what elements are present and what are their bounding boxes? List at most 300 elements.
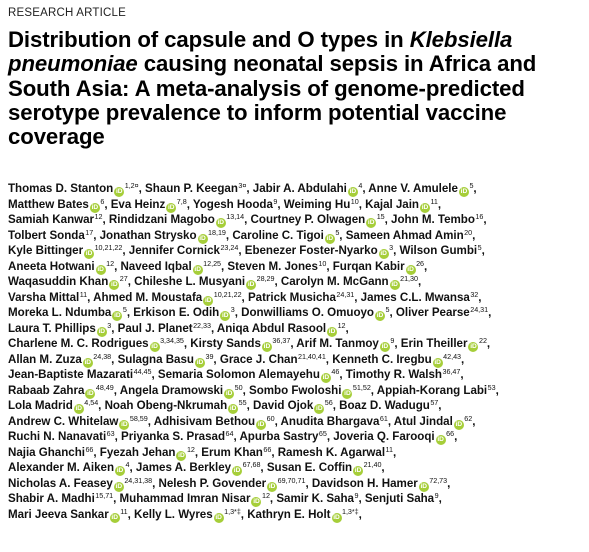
affiliation-superscript[interactable]: 51,52 [352, 382, 371, 392]
author-entry [333, 260, 424, 273]
author-name[interactable]: Anne V. Amulele [368, 182, 458, 195]
affiliation-superscript[interactable]: 22,33 [193, 320, 211, 330]
orcid-icon[interactable]: iD [354, 467, 362, 474]
orcid-icon[interactable]: iD [253, 498, 260, 505]
author-line: Laura T. Phillips $iD^3$, Paul J. Planet$^{22,33}$, Aniqa Abdul Rasool $iD^{12}$, [8, 320, 349, 335]
orcid-icon[interactable]: iD [344, 389, 351, 397]
author-entry [8, 306, 127, 319]
author-line: Rabaab Zahra iD$^{48,49}$, Angela Dramowski $iD^{50}$, Sombo Fwoloshi iD$^{51,52}$, Appiah-Korang Labi$^{53}$, [8, 382, 499, 397]
orcid-icon[interactable]: iD [376, 312, 384, 319]
author-line: Waqasuddin Khan $iD^{27}$, Chileshe L. Musyani iD$^{28,29}$, Carolyn M. McGann iD$^{21,30}$, [8, 274, 422, 288]
affiliation-superscript[interactable]: 1,3*‡ [342, 506, 359, 516]
affiliation-superscript[interactable]: 66 [446, 429, 455, 438]
orcid-icon[interactable]: iD [85, 250, 93, 257]
affiliation-superscript[interactable]: 21,40,41 [298, 351, 326, 361]
author-name[interactable]: Ruchi N. Nanavati [8, 430, 107, 443]
author-entry [8, 213, 102, 226]
author-name[interactable]: Kathryn E. Holt [247, 507, 331, 521]
affiliation-superscript[interactable]: 15 [376, 212, 385, 221]
author-name[interactable]: Nicholas A. Feasey [8, 476, 113, 490]
author-entry [8, 182, 139, 195]
affiliation-superscript[interactable]: 64 [225, 429, 234, 438]
affiliation-superscript[interactable]: 63 [106, 429, 115, 438]
affiliation-superscript[interactable]: 32 [470, 289, 479, 299]
author-name[interactable]: Samiah Kanwar [8, 213, 95, 226]
author-name[interactable]: Shabir A. Madhi [8, 492, 95, 505]
affiliation-superscript[interactable]: 15,71 [95, 491, 114, 500]
author-entry [8, 415, 148, 428]
author-name[interactable]: Patrick Musicha [247, 290, 336, 304]
author-entry [368, 182, 473, 195]
author-name[interactable]: Courtney P. Olwagen [250, 213, 366, 226]
author-name[interactable]: Davidson H. Hamer [311, 476, 418, 490]
affiliation-superscript[interactable]: 12 [186, 444, 195, 454]
affiliation-superscript[interactable]: 21,40 [363, 460, 382, 469]
orcid-icon[interactable]: iD [257, 420, 265, 428]
author-entry [8, 337, 184, 350]
author-name[interactable]: Rabaab Zahra [8, 383, 85, 397]
author-entry [284, 198, 359, 211]
author-name[interactable]: Priyanka S. Prasad [121, 430, 226, 443]
author-name[interactable]: Anudita Bhargava [280, 414, 380, 428]
author-line: Mari Jeeva Sankar $iD^{11}$, Kelly L. Wyres $iD^{1,3*\ddagger}$, Kathryn E. Holt $iD^{1,3*\ddagger}$, [8, 506, 362, 521]
author-name[interactable]: Kajal Jain [365, 197, 419, 211]
author-entry [8, 399, 98, 412]
author-name[interactable]: Lola Madrid [8, 399, 73, 412]
author-line: Matthew Bates $iD^6$, Eva Heinz iD$^{7,8}$, Yogesh Hooda$^9$, Weiming Hu$^{10}$, Kajal Jain $iD^{11}$, [8, 196, 442, 211]
orcid-icon[interactable]: iD [98, 327, 106, 335]
author-entry [118, 322, 211, 335]
author-line: Ruchi N. Nanavati$^{63}$, Priyanka S. Prasad$^{64}$, Apurba Sastry$^{65}$, Joveria Q. Farooqi $iD^{66}$, [8, 429, 458, 443]
title-part-2: causing neonatal sepsis in Africa and South Asia: A meta-analysis of genome-predicted serotype prevalence to inform potential vaccine coverage [8, 51, 537, 150]
author-name[interactable]: Najia Ghanchi [8, 445, 85, 459]
author-name[interactable]: Caroline C. Tigoi [232, 228, 324, 242]
author-name[interactable]: Rindidzani Magobo [108, 213, 215, 226]
author-name[interactable]: Tolbert Sonda [8, 228, 85, 242]
affiliation-superscript[interactable]: 12 [261, 491, 270, 500]
author-line: Shabir A. Madhi$^{15,71}$, Muhammad Imran Nisar $iD^{12}$, Samir K. Saha$^9$, Senjuti Saha$^9$, [8, 491, 442, 505]
orcid-icon[interactable]: iD [247, 281, 255, 288]
affiliation-superscript[interactable]: 55 [238, 398, 247, 407]
orcid-icon[interactable]: iD [225, 389, 233, 397]
author-name[interactable]: Allan M. Zuza [8, 352, 82, 366]
affiliation-superscript[interactable]: 9 [354, 491, 359, 500]
affiliation-superscript[interactable]: 4 [358, 181, 363, 190]
affiliation-superscript[interactable]: 11 [430, 196, 438, 206]
affiliation-superscript[interactable]: 24,31 [470, 305, 489, 314]
author-name[interactable]: Laura T. Phillips [8, 321, 96, 335]
author-name[interactable]: Wilson Gumbi [399, 244, 478, 257]
author-entry [241, 306, 389, 319]
author-name[interactable]: Charlene M. C. Rodrigues [8, 337, 149, 350]
author-name[interactable]: Ramesh K. Agarwal [277, 445, 386, 459]
affiliation-superscript[interactable]: 24,38 [93, 351, 112, 361]
orcid-icon[interactable]: iD [333, 513, 340, 521]
orcid-icon[interactable]: iD [111, 281, 118, 288]
author-entry [253, 399, 333, 412]
orcid-icon[interactable]: iD [380, 250, 387, 257]
author-entry [8, 275, 128, 288]
affiliation-superscript[interactable]: 10,21,22 [94, 243, 123, 252]
author-entry [193, 198, 277, 211]
affiliation-superscript[interactable]: 27 [119, 274, 128, 283]
affiliation-superscript[interactable]: 67,68 [242, 460, 261, 469]
author-name[interactable]: Jonathan Strysko [99, 228, 197, 242]
author-name[interactable]: Noah Obeng-Nkrumah [104, 399, 228, 412]
author-name[interactable]: Adhisivam Bethou [153, 414, 256, 428]
orcid-icon[interactable]: iD [151, 343, 158, 350]
orcid-icon[interactable]: iD [116, 467, 124, 474]
affiliation-superscript[interactable]: 20 [464, 227, 473, 237]
affiliation-superscript[interactable]: 53 [487, 382, 496, 392]
author-name[interactable]: Arif M. Tanmoy [296, 337, 379, 350]
author-entry [120, 384, 243, 397]
affiliation-superscript[interactable]: 11 [385, 444, 393, 454]
author-name[interactable]: Angela Dramowski [119, 383, 224, 397]
affiliation-superscript[interactable]: 5 [477, 243, 482, 252]
author-name[interactable]: Jennifer Cornick [128, 244, 220, 257]
author-entry [105, 399, 247, 412]
author-name[interactable]: Erum Khan [201, 445, 263, 459]
author-entry [253, 182, 363, 195]
author-entry [394, 415, 472, 428]
orcid-icon[interactable]: iD [470, 343, 477, 350]
author-entry [8, 368, 152, 381]
author-name[interactable]: Shaun P. Keegan [145, 182, 238, 195]
author-name[interactable]: Paul J. Planet [117, 321, 193, 335]
orcid-icon[interactable]: iD [391, 281, 398, 288]
orcid-icon[interactable]: iD [115, 188, 123, 195]
orcid-icon[interactable]: iD [87, 389, 94, 397]
author-name[interactable]: Muhammad Imran Nisar [119, 492, 251, 505]
author-name[interactable]: Eva Heinz [110, 197, 166, 211]
author-name[interactable]: Jean-Baptiste Mazarati [8, 368, 134, 381]
affiliation-superscript[interactable]: 66 [263, 444, 272, 454]
orcid-icon[interactable]: iD [233, 467, 241, 474]
author-name[interactable]: Atul Jindal [393, 414, 453, 428]
author-entry [249, 384, 371, 397]
orcid-icon[interactable]: iD [115, 482, 123, 490]
author-entry [278, 446, 393, 459]
orcid-icon[interactable]: iD [367, 219, 375, 226]
author-name[interactable]: Kelly L. Wyres [134, 507, 213, 521]
affiliation-superscript[interactable]: 66 [85, 444, 94, 454]
author-name[interactable]: Waqasuddin Khan [8, 275, 109, 288]
orcid-icon[interactable]: iD [196, 358, 204, 366]
author-name[interactable]: Fyezah Jehan [99, 445, 176, 459]
affiliation-superscript[interactable]: 61 [379, 413, 388, 423]
author-name[interactable]: Aneeta Hotwani [8, 259, 95, 273]
affiliation-superscript[interactable]: 22 [478, 336, 487, 345]
orcid-icon[interactable]: iD [221, 312, 229, 319]
author-name[interactable]: Erkison E. Odih [133, 306, 220, 319]
author-entry [120, 492, 270, 505]
orcid-icon[interactable]: iD [204, 296, 212, 304]
orcid-icon[interactable]: iD [381, 343, 389, 350]
author-name[interactable]: Samir K. Saha [276, 492, 354, 505]
author-entry [129, 244, 239, 257]
author-name[interactable]: Yogesh Hooda [192, 197, 273, 211]
author-line: Kyle Bittinger iD$^{10,21,22}$, Jennifer Cornick$^{23,24}$, Ebenezer Foster-Nyarko $iD^3$, Wilson Gumbi$^5$, [8, 243, 485, 257]
author-name[interactable]: Mari Jeeva Sankar [8, 507, 109, 521]
affiliation-superscript[interactable]: 3 [107, 320, 112, 330]
orcid-icon[interactable]: iD [322, 374, 330, 381]
author-entry [365, 492, 439, 505]
author-entry [332, 353, 461, 366]
author-entry [220, 353, 326, 366]
article-title [8, 28, 583, 149]
orcid-icon[interactable]: iD [326, 234, 334, 242]
affiliation-superscript[interactable]: 9 [390, 336, 395, 345]
affiliation-superscript[interactable]: 18,19 [208, 227, 226, 237]
affiliation-superscript[interactable]: 5 [385, 305, 390, 314]
affiliation-superscript[interactable]: 6 [100, 196, 105, 206]
affiliation-superscript[interactable]: 3,34,35 [160, 336, 184, 345]
author-name[interactable]: Ebenezer Foster-Nyarko [244, 244, 378, 257]
article-type-label: RESEARCH ARTICLE [8, 7, 127, 19]
affiliation-superscript[interactable]: 46 [331, 367, 340, 376]
affiliation-superscript[interactable]: 65 [318, 429, 327, 438]
author-entry [8, 508, 128, 521]
author-entry [251, 213, 385, 226]
author-entry [133, 306, 234, 319]
author-entry [8, 229, 93, 242]
affiliation-superscript[interactable]: 58,59 [129, 413, 148, 423]
affiliation-superscript[interactable]: 11 [120, 506, 128, 516]
orcid-icon[interactable]: iD [420, 482, 428, 490]
author-name[interactable]: Moreka L. Ndumba [8, 306, 112, 319]
affiliation-superscript[interactable]: 21,30 [400, 274, 418, 283]
author-line: Aneeta Hotwani $iD^{12}$, Naveed Iqbal iD$^{12,25}$, Steven M. Jones$^{10}$, Furqan Kabir $iD^{26}$, [8, 258, 428, 273]
affiliation-superscript[interactable]: 44,45 [133, 367, 152, 376]
orcid-icon[interactable]: iD [114, 312, 121, 319]
orcid-icon[interactable]: iD [167, 203, 175, 211]
author-entry [396, 306, 488, 319]
affiliation-superscript[interactable]: 4 [125, 460, 130, 469]
author-entry [118, 353, 214, 366]
orcid-icon[interactable]: iD [178, 451, 185, 459]
orcid-icon[interactable]: iD [268, 482, 276, 490]
author-name[interactable]: Chileshe L. Musyani [134, 275, 246, 288]
affiliation-superscript[interactable]: 3 [230, 305, 235, 314]
author-name[interactable]: Kenneth C. Iregbu [332, 352, 432, 366]
author-name[interactable]: Oliver Pearse [395, 306, 470, 319]
affiliation-superscript[interactable]: 4,54 [84, 398, 99, 407]
author-entry [100, 229, 226, 242]
author-entry [248, 291, 354, 304]
author-name[interactable]: Susan E. Coffin [266, 461, 353, 474]
orcid-icon[interactable]: iD [194, 265, 201, 273]
author-name[interactable]: Thomas D. Stanton [8, 182, 114, 195]
affiliation-superscript[interactable]: 3¤ [238, 181, 247, 190]
author-entry [8, 244, 122, 257]
author-name[interactable]: Kyle Bittinger [8, 244, 84, 257]
affiliation-superscript[interactable]: 1,3*‡ [224, 506, 241, 516]
orcid-icon[interactable]: iD [199, 234, 206, 242]
affiliation-superscript[interactable]: 26 [416, 258, 425, 268]
affiliation-superscript[interactable]: 11 [79, 289, 88, 299]
orcid-icon[interactable]: iD [75, 405, 83, 412]
author-list [8, 181, 583, 522]
author-entry [276, 492, 358, 505]
affiliation-superscript[interactable]: 60 [266, 413, 275, 423]
orcid-icon[interactable]: iD [217, 219, 225, 226]
author-entry [296, 337, 394, 350]
author-line: Samiah Kanwar$^{12}$, Rindidzani Magobo iD$^{13,14}$, Courtney P. Olwagen $iD^{15}$, John M. Tembo$^{16}$, [8, 212, 487, 226]
orcid-icon[interactable]: iD [121, 420, 128, 428]
affiliation-superscript[interactable]: 39 [205, 351, 214, 361]
author-name[interactable]: Andrew C. Whitelaw [8, 414, 119, 428]
affiliation-superscript[interactable]: 5 [469, 181, 474, 190]
author-name[interactable]: Naveed Iqbal [120, 259, 192, 273]
orcid-icon[interactable]: iD [455, 420, 463, 428]
author-name[interactable]: Donwilliams O. Omuoyo [241, 306, 374, 319]
affiliation-superscript[interactable]: 7,8 [176, 196, 187, 206]
affiliation-superscript[interactable]: 10,21,22 [213, 289, 242, 299]
title-species-italic: Klebsiella pneumoniae [8, 27, 513, 77]
affiliation-superscript[interactable]: 56 [324, 398, 333, 407]
author-name[interactable]: Erin Theiller [400, 337, 468, 350]
author-name[interactable]: Apurba Sastry [239, 430, 319, 443]
author-entry [201, 446, 271, 459]
author-entry [247, 508, 358, 521]
orcid-icon[interactable]: iD [316, 405, 323, 412]
orcid-icon[interactable]: iD [84, 358, 92, 366]
author-line: Alexander M. Aiken $iD^4$, James A. Berkley iD$^{67,68}$, Susan E. Coffin iD$^{21,40}$, [8, 460, 385, 474]
affiliation-superscript[interactable]: 12 [337, 320, 346, 330]
affiliation-superscript[interactable]: 5 [122, 305, 127, 314]
author-entry [134, 508, 241, 521]
affiliation-superscript[interactable]: 24,31 [336, 289, 355, 299]
author-name[interactable]: Furqan Kabir [332, 259, 405, 273]
orcid-icon[interactable]: iD [437, 436, 444, 443]
affiliation-superscript[interactable]: 72,73 [429, 475, 448, 485]
orcid-icon[interactable]: iD [328, 327, 336, 335]
author-name[interactable]: Alexander M. Aiken [8, 461, 115, 474]
affiliation-superscript[interactable]: 69,70,71 [277, 475, 306, 485]
author-name[interactable]: Weiming Hu [283, 197, 351, 211]
orcid-icon[interactable]: iD [263, 343, 271, 350]
author-name[interactable]: Steven M. Jones [227, 259, 318, 273]
author-line: Varsha Mittal$^{11}$, Ahmed M. Moustafa iD$^{10,21,22}$, Patrick Musicha$^{24,31}$, James C.L. Mwansa$^{32}$, [8, 289, 482, 304]
author-entry [109, 213, 244, 226]
author-entry [8, 477, 152, 490]
orcid-icon[interactable]: iD [215, 513, 222, 521]
author-name[interactable]: Sulagna Basu [117, 352, 194, 366]
author-name[interactable]: David Ojok [252, 399, 314, 412]
affiliation-superscript[interactable]: 10 [318, 258, 327, 268]
author-name[interactable]: Timothy R. Walsh [345, 368, 442, 381]
affiliation-superscript[interactable]: 36,47 [442, 367, 461, 376]
author-name[interactable]: James A. Berkley [135, 461, 232, 474]
author-line: Najia Ghanchi$^{66}$, Fyezah Jehan $iD^{12}$, Erum Khan$^{66}$, Ramesh K. Agarwal$^{11}$, [8, 444, 397, 459]
author-name[interactable]: Matthew Bates [8, 197, 89, 211]
author-entry [111, 198, 187, 211]
affiliation-superscript[interactable]: 10 [350, 196, 359, 206]
affiliation-superscript[interactable]: 23,24 [220, 243, 239, 252]
author-entry [281, 415, 388, 428]
author-entry [136, 461, 261, 474]
affiliation-superscript[interactable]: 12 [106, 258, 115, 268]
author-entry [190, 337, 290, 350]
author-name[interactable]: Kirsty Sands [190, 337, 261, 350]
orcid-icon[interactable]: iD [229, 405, 237, 412]
author-entry [120, 260, 221, 273]
author-entry [267, 461, 382, 474]
author-name[interactable]: Varsha Mittal [8, 290, 80, 304]
author-name[interactable]: Appiah-Korang Labi [376, 383, 488, 397]
author-entry [377, 384, 496, 397]
affiliation-superscript[interactable]: 12,25 [203, 258, 222, 268]
author-name[interactable]: Jabir A. Abdulahi [252, 182, 347, 195]
affiliation-superscript[interactable]: 57 [430, 398, 439, 407]
author-name[interactable]: Ahmed M. Moustafa [93, 290, 203, 304]
affiliation-superscript[interactable]: 16 [475, 212, 484, 221]
orcid-icon[interactable]: iD [421, 203, 429, 211]
affiliation-superscript[interactable]: 5 [335, 227, 340, 237]
affiliation-superscript[interactable]: 48,49 [95, 382, 114, 392]
author-name[interactable]: Sameen Ahmad Amin [345, 228, 464, 242]
affiliation-superscript[interactable]: 24,31,38 [124, 475, 153, 485]
author-entry [8, 291, 87, 304]
orcid-icon[interactable]: iD [111, 513, 118, 521]
author-name[interactable]: Grace J. Chan [219, 352, 298, 366]
affiliation-superscript[interactable]: 36,37 [272, 336, 291, 345]
author-name[interactable]: Sombo Fwoloshi [248, 383, 342, 397]
author-name[interactable]: James C.L. Mwansa [360, 290, 470, 304]
author-name[interactable]: Nelesh P. Govender [158, 476, 267, 490]
author-entry [8, 430, 115, 443]
affiliation-superscript[interactable]: 3 [389, 243, 394, 252]
orcid-icon[interactable]: iD [407, 265, 414, 273]
affiliation-superscript[interactable]: 62 [464, 413, 473, 423]
affiliation-superscript[interactable]: 9 [273, 196, 278, 206]
author-entry [346, 368, 461, 381]
orcid-icon[interactable]: iD [460, 188, 468, 195]
author-entry [100, 446, 195, 459]
orcid-icon[interactable]: iD [349, 188, 357, 195]
author-entry [8, 322, 111, 335]
author-entry [8, 446, 93, 459]
affiliation-superscript[interactable]: 28,29 [256, 274, 275, 283]
author-name[interactable]: Carolyn M. McGann [280, 275, 389, 288]
author-entry [8, 198, 104, 211]
affiliation-superscript[interactable]: 13,14 [226, 212, 245, 221]
author-name[interactable]: Semaria Solomon Alemayehu [157, 368, 320, 381]
author-name[interactable]: Aniqa Abdul Rasool [216, 321, 327, 335]
affiliation-superscript[interactable]: 42,43 [443, 351, 462, 361]
author-entry [232, 229, 339, 242]
author-line: Nicholas A. Feasey iD$^{24,31,38}$, Nelesh P. Govender iD$^{69,70,71}$, Davidson H. Hamer iD$^{72,73}$, [8, 475, 451, 490]
author-entry [159, 477, 306, 490]
orcid-icon[interactable]: iD [434, 358, 441, 366]
orcid-icon[interactable]: iD [91, 203, 99, 211]
author-entry [361, 291, 479, 304]
orcid-icon[interactable]: iD [97, 265, 104, 273]
author-name[interactable]: Senjuti Saha [364, 492, 435, 505]
author-entry [239, 430, 326, 443]
author-name[interactable]: Boaz D. Wadugu [339, 399, 430, 412]
affiliation-superscript[interactable]: 1,2¤ [124, 181, 139, 190]
affiliation-superscript[interactable]: 12 [94, 212, 103, 221]
affiliation-superscript[interactable]: 9 [434, 491, 439, 500]
author-entry [217, 322, 346, 335]
author-name[interactable]: John M. Tembo [391, 213, 475, 226]
author-name[interactable]: Joveria Q. Farooqi [333, 430, 435, 443]
author-line: Lola Madrid iD$^{4,54}$, Noah Obeng-Nkrumah $iD^{55}$, David Ojok $iD^{56}$, Boaz D. Wadugu$^{57}$, [8, 398, 442, 412]
affiliation-superscript[interactable]: 17 [85, 227, 94, 237]
affiliation-superscript[interactable]: 50 [234, 382, 243, 392]
